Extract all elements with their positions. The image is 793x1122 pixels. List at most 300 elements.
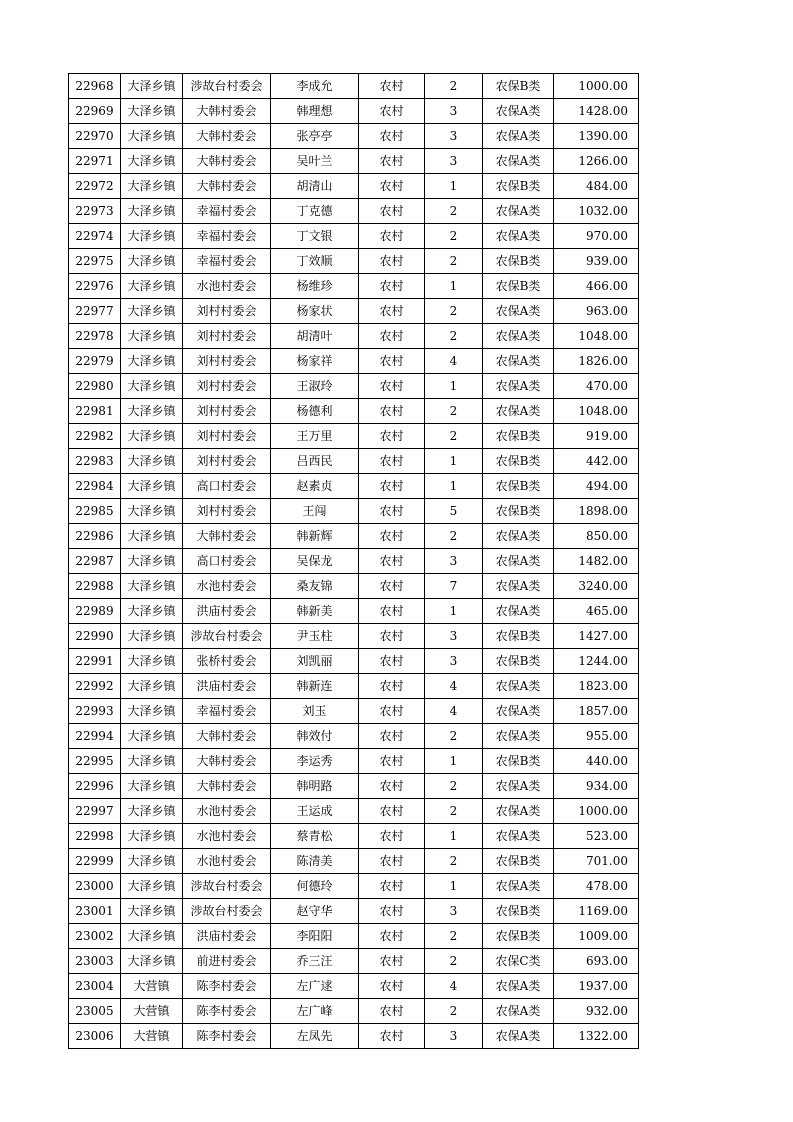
serial-cell: 22986 bbox=[69, 524, 121, 549]
category-cell: 农保A类 bbox=[483, 599, 554, 624]
area-cell: 农村 bbox=[359, 74, 425, 99]
name-cell: 韩新连 bbox=[271, 674, 359, 699]
table-row bbox=[69, 574, 639, 599]
category-cell: 农保B类 bbox=[483, 274, 554, 299]
serial-cell: 22977 bbox=[69, 299, 121, 324]
table-row bbox=[69, 299, 639, 324]
town-cell: 大泽乡镇 bbox=[121, 599, 183, 624]
household-size-cell: 2 bbox=[425, 524, 483, 549]
town-cell: 大泽乡镇 bbox=[121, 699, 183, 724]
category-cell: 农保C类 bbox=[483, 949, 554, 974]
serial-cell: 22996 bbox=[69, 774, 121, 799]
serial-cell: 22984 bbox=[69, 474, 121, 499]
village-cell: 刘村村委会 bbox=[183, 349, 271, 374]
category-cell: 农保B类 bbox=[483, 174, 554, 199]
table-row bbox=[69, 549, 639, 574]
name-cell: 韩理想 bbox=[271, 99, 359, 124]
town-cell: 大泽乡镇 bbox=[121, 174, 183, 199]
town-cell: 大泽乡镇 bbox=[121, 274, 183, 299]
category-cell: 农保A类 bbox=[483, 374, 554, 399]
table-row bbox=[69, 774, 639, 799]
category-cell: 农保A类 bbox=[483, 549, 554, 574]
town-cell: 大泽乡镇 bbox=[121, 799, 183, 824]
name-cell: 丁文银 bbox=[271, 224, 359, 249]
name-cell: 桑友锦 bbox=[271, 574, 359, 599]
serial-cell: 22969 bbox=[69, 99, 121, 124]
area-cell: 农村 bbox=[359, 799, 425, 824]
household-size-cell: 2 bbox=[425, 924, 483, 949]
amount-cell: 478.00 bbox=[554, 874, 639, 899]
table-row bbox=[69, 449, 639, 474]
town-cell: 大泽乡镇 bbox=[121, 674, 183, 699]
category-cell: 农保B类 bbox=[483, 474, 554, 499]
area-cell: 农村 bbox=[359, 599, 425, 624]
area-cell: 农村 bbox=[359, 624, 425, 649]
name-cell: 杨家状 bbox=[271, 299, 359, 324]
name-cell: 吴叶兰 bbox=[271, 149, 359, 174]
amount-cell: 1009.00 bbox=[554, 924, 639, 949]
name-cell: 胡清山 bbox=[271, 174, 359, 199]
town-cell: 大泽乡镇 bbox=[121, 499, 183, 524]
serial-cell: 22988 bbox=[69, 574, 121, 599]
serial-cell: 23006 bbox=[69, 1024, 121, 1049]
household-size-cell: 1 bbox=[425, 474, 483, 499]
area-cell: 农村 bbox=[359, 299, 425, 324]
serial-cell: 22993 bbox=[69, 699, 121, 724]
name-cell: 尹玉柱 bbox=[271, 624, 359, 649]
serial-cell: 22990 bbox=[69, 624, 121, 649]
amount-cell: 484.00 bbox=[554, 174, 639, 199]
name-cell: 王运成 bbox=[271, 799, 359, 824]
name-cell: 丁效顺 bbox=[271, 249, 359, 274]
serial-cell: 22971 bbox=[69, 149, 121, 174]
village-cell: 涉故台村委会 bbox=[183, 874, 271, 899]
area-cell: 农村 bbox=[359, 174, 425, 199]
household-size-cell: 2 bbox=[425, 399, 483, 424]
area-cell: 农村 bbox=[359, 674, 425, 699]
town-cell: 大泽乡镇 bbox=[121, 449, 183, 474]
table-row bbox=[69, 74, 639, 99]
area-cell: 农村 bbox=[359, 99, 425, 124]
category-cell: 农保A类 bbox=[483, 99, 554, 124]
table-row bbox=[69, 199, 639, 224]
village-cell: 陈李村委会 bbox=[183, 974, 271, 999]
town-cell: 大泽乡镇 bbox=[121, 349, 183, 374]
serial-cell: 22968 bbox=[69, 74, 121, 99]
household-size-cell: 2 bbox=[425, 999, 483, 1024]
town-cell: 大泽乡镇 bbox=[121, 549, 183, 574]
table-row bbox=[69, 499, 639, 524]
amount-cell: 1048.00 bbox=[554, 324, 639, 349]
town-cell: 大泽乡镇 bbox=[121, 849, 183, 874]
village-cell: 幸福村委会 bbox=[183, 199, 271, 224]
table-row bbox=[69, 674, 639, 699]
area-cell: 农村 bbox=[359, 999, 425, 1024]
table-row bbox=[69, 1024, 639, 1049]
village-cell: 高口村委会 bbox=[183, 549, 271, 574]
town-cell: 大泽乡镇 bbox=[121, 224, 183, 249]
area-cell: 农村 bbox=[359, 524, 425, 549]
area-cell: 农村 bbox=[359, 499, 425, 524]
amount-cell: 1823.00 bbox=[554, 674, 639, 699]
name-cell: 左广逑 bbox=[271, 974, 359, 999]
name-cell: 李成允 bbox=[271, 74, 359, 99]
town-cell: 大泽乡镇 bbox=[121, 899, 183, 924]
village-cell: 洪庙村委会 bbox=[183, 599, 271, 624]
area-cell: 农村 bbox=[359, 924, 425, 949]
village-cell: 涉故台村委会 bbox=[183, 624, 271, 649]
category-cell: 农保A类 bbox=[483, 299, 554, 324]
household-size-cell: 4 bbox=[425, 974, 483, 999]
village-cell: 大韩村委会 bbox=[183, 524, 271, 549]
name-cell: 赵素贞 bbox=[271, 474, 359, 499]
village-cell: 大韩村委会 bbox=[183, 149, 271, 174]
area-cell: 农村 bbox=[359, 774, 425, 799]
village-cell: 洪庙村委会 bbox=[183, 674, 271, 699]
table-row bbox=[69, 224, 639, 249]
name-cell: 王淑玲 bbox=[271, 374, 359, 399]
category-cell: 农保A类 bbox=[483, 1024, 554, 1049]
serial-cell: 22973 bbox=[69, 199, 121, 224]
name-cell: 李阳阳 bbox=[271, 924, 359, 949]
amount-cell: 919.00 bbox=[554, 424, 639, 449]
serial-cell: 22972 bbox=[69, 174, 121, 199]
amount-cell: 3240.00 bbox=[554, 574, 639, 599]
amount-cell: 440.00 bbox=[554, 749, 639, 774]
name-cell: 杨德利 bbox=[271, 399, 359, 424]
town-cell: 大营镇 bbox=[121, 1024, 183, 1049]
village-cell: 刘村村委会 bbox=[183, 299, 271, 324]
amount-cell: 955.00 bbox=[554, 724, 639, 749]
table-row bbox=[69, 374, 639, 399]
category-cell: 农保B类 bbox=[483, 449, 554, 474]
table-row bbox=[69, 274, 639, 299]
table-row bbox=[69, 824, 639, 849]
table-row bbox=[69, 174, 639, 199]
household-size-cell: 1 bbox=[425, 274, 483, 299]
household-size-cell: 1 bbox=[425, 374, 483, 399]
town-cell: 大泽乡镇 bbox=[121, 874, 183, 899]
name-cell: 蔡青松 bbox=[271, 824, 359, 849]
village-cell: 刘村村委会 bbox=[183, 399, 271, 424]
table-row bbox=[69, 99, 639, 124]
village-cell: 大韩村委会 bbox=[183, 774, 271, 799]
amount-cell: 1048.00 bbox=[554, 399, 639, 424]
category-cell: 农保B类 bbox=[483, 849, 554, 874]
village-cell: 幸福村委会 bbox=[183, 699, 271, 724]
amount-cell: 1937.00 bbox=[554, 974, 639, 999]
amount-cell: 1169.00 bbox=[554, 899, 639, 924]
table-row bbox=[69, 949, 639, 974]
town-cell: 大泽乡镇 bbox=[121, 824, 183, 849]
category-cell: 农保A类 bbox=[483, 574, 554, 599]
category-cell: 农保A类 bbox=[483, 124, 554, 149]
village-cell: 涉故台村委会 bbox=[183, 899, 271, 924]
village-cell: 水池村委会 bbox=[183, 824, 271, 849]
category-cell: 农保A类 bbox=[483, 874, 554, 899]
village-cell: 陈李村委会 bbox=[183, 1024, 271, 1049]
household-size-cell: 3 bbox=[425, 649, 483, 674]
village-cell: 水池村委会 bbox=[183, 799, 271, 824]
village-cell: 刘村村委会 bbox=[183, 449, 271, 474]
category-cell: 农保A类 bbox=[483, 699, 554, 724]
amount-cell: 494.00 bbox=[554, 474, 639, 499]
serial-cell: 23002 bbox=[69, 924, 121, 949]
town-cell: 大泽乡镇 bbox=[121, 199, 183, 224]
amount-cell: 1266.00 bbox=[554, 149, 639, 174]
name-cell: 韩明路 bbox=[271, 774, 359, 799]
area-cell: 农村 bbox=[359, 874, 425, 899]
amount-cell: 1428.00 bbox=[554, 99, 639, 124]
town-cell: 大泽乡镇 bbox=[121, 374, 183, 399]
name-cell: 韩新美 bbox=[271, 599, 359, 624]
name-cell: 左凤先 bbox=[271, 1024, 359, 1049]
village-cell: 陈李村委会 bbox=[183, 999, 271, 1024]
area-cell: 农村 bbox=[359, 574, 425, 599]
category-cell: 农保A类 bbox=[483, 224, 554, 249]
category-cell: 农保B类 bbox=[483, 624, 554, 649]
serial-cell: 22999 bbox=[69, 849, 121, 874]
category-cell: 农保A类 bbox=[483, 724, 554, 749]
town-cell: 大泽乡镇 bbox=[121, 149, 183, 174]
town-cell: 大泽乡镇 bbox=[121, 124, 183, 149]
amount-cell: 1000.00 bbox=[554, 799, 639, 824]
serial-cell: 22998 bbox=[69, 824, 121, 849]
serial-cell: 23005 bbox=[69, 999, 121, 1024]
category-cell: 农保A类 bbox=[483, 524, 554, 549]
household-size-cell: 3 bbox=[425, 124, 483, 149]
town-cell: 大泽乡镇 bbox=[121, 749, 183, 774]
household-size-cell: 3 bbox=[425, 624, 483, 649]
town-cell: 大泽乡镇 bbox=[121, 74, 183, 99]
name-cell: 王闯 bbox=[271, 499, 359, 524]
town-cell: 大泽乡镇 bbox=[121, 524, 183, 549]
household-size-cell: 3 bbox=[425, 99, 483, 124]
category-cell: 农保B类 bbox=[483, 499, 554, 524]
village-cell: 张桥村委会 bbox=[183, 649, 271, 674]
household-size-cell: 2 bbox=[425, 299, 483, 324]
household-size-cell: 2 bbox=[425, 249, 483, 274]
category-cell: 农保A类 bbox=[483, 149, 554, 174]
amount-cell: 850.00 bbox=[554, 524, 639, 549]
amount-cell: 523.00 bbox=[554, 824, 639, 849]
name-cell: 乔三汪 bbox=[271, 949, 359, 974]
area-cell: 农村 bbox=[359, 199, 425, 224]
serial-cell: 23004 bbox=[69, 974, 121, 999]
amount-cell: 1857.00 bbox=[554, 699, 639, 724]
table-row bbox=[69, 849, 639, 874]
amount-cell: 1826.00 bbox=[554, 349, 639, 374]
area-cell: 农村 bbox=[359, 449, 425, 474]
name-cell: 左广峰 bbox=[271, 999, 359, 1024]
serial-cell: 22985 bbox=[69, 499, 121, 524]
household-size-cell: 1 bbox=[425, 599, 483, 624]
table-row bbox=[69, 699, 639, 724]
amount-cell: 970.00 bbox=[554, 224, 639, 249]
household-size-cell: 3 bbox=[425, 1024, 483, 1049]
area-cell: 农村 bbox=[359, 724, 425, 749]
name-cell: 刘凯丽 bbox=[271, 649, 359, 674]
household-size-cell: 2 bbox=[425, 74, 483, 99]
table-row bbox=[69, 724, 639, 749]
town-cell: 大营镇 bbox=[121, 999, 183, 1024]
village-cell: 刘村村委会 bbox=[183, 374, 271, 399]
village-cell: 刘村村委会 bbox=[183, 424, 271, 449]
amount-cell: 1032.00 bbox=[554, 199, 639, 224]
household-size-cell: 2 bbox=[425, 949, 483, 974]
town-cell: 大泽乡镇 bbox=[121, 299, 183, 324]
serial-cell: 22983 bbox=[69, 449, 121, 474]
area-cell: 农村 bbox=[359, 249, 425, 274]
area-cell: 农村 bbox=[359, 699, 425, 724]
amount-cell: 932.00 bbox=[554, 999, 639, 1024]
village-cell: 大韩村委会 bbox=[183, 99, 271, 124]
area-cell: 农村 bbox=[359, 1024, 425, 1049]
household-size-cell: 7 bbox=[425, 574, 483, 599]
name-cell: 胡清叶 bbox=[271, 324, 359, 349]
serial-cell: 22978 bbox=[69, 324, 121, 349]
household-size-cell: 4 bbox=[425, 674, 483, 699]
category-cell: 农保A类 bbox=[483, 774, 554, 799]
name-cell: 张亭亭 bbox=[271, 124, 359, 149]
serial-cell: 22989 bbox=[69, 599, 121, 624]
category-cell: 农保A类 bbox=[483, 399, 554, 424]
town-cell: 大泽乡镇 bbox=[121, 924, 183, 949]
amount-cell: 466.00 bbox=[554, 274, 639, 299]
household-size-cell: 3 bbox=[425, 899, 483, 924]
area-cell: 农村 bbox=[359, 324, 425, 349]
area-cell: 农村 bbox=[359, 824, 425, 849]
table-row bbox=[69, 749, 639, 774]
table-row bbox=[69, 974, 639, 999]
area-cell: 农村 bbox=[359, 749, 425, 774]
table-row bbox=[69, 324, 639, 349]
name-cell: 杨维珍 bbox=[271, 274, 359, 299]
serial-cell: 22992 bbox=[69, 674, 121, 699]
town-cell: 大泽乡镇 bbox=[121, 99, 183, 124]
serial-cell: 22995 bbox=[69, 749, 121, 774]
household-size-cell: 1 bbox=[425, 174, 483, 199]
category-cell: 农保A类 bbox=[483, 824, 554, 849]
area-cell: 农村 bbox=[359, 374, 425, 399]
serial-cell: 22982 bbox=[69, 424, 121, 449]
name-cell: 吴保龙 bbox=[271, 549, 359, 574]
amount-cell: 963.00 bbox=[554, 299, 639, 324]
household-size-cell: 4 bbox=[425, 349, 483, 374]
serial-cell: 22979 bbox=[69, 349, 121, 374]
town-cell: 大泽乡镇 bbox=[121, 649, 183, 674]
amount-cell: 470.00 bbox=[554, 374, 639, 399]
table-row bbox=[69, 874, 639, 899]
category-cell: 农保B类 bbox=[483, 424, 554, 449]
amount-cell: 693.00 bbox=[554, 949, 639, 974]
household-size-cell: 2 bbox=[425, 724, 483, 749]
village-cell: 刘村村委会 bbox=[183, 499, 271, 524]
area-cell: 农村 bbox=[359, 274, 425, 299]
household-size-cell: 2 bbox=[425, 799, 483, 824]
household-size-cell: 3 bbox=[425, 149, 483, 174]
town-cell: 大泽乡镇 bbox=[121, 949, 183, 974]
town-cell: 大泽乡镇 bbox=[121, 474, 183, 499]
area-cell: 农村 bbox=[359, 649, 425, 674]
table-row bbox=[69, 924, 639, 949]
area-cell: 农村 bbox=[359, 549, 425, 574]
area-cell: 农村 bbox=[359, 349, 425, 374]
table-row bbox=[69, 424, 639, 449]
serial-cell: 23003 bbox=[69, 949, 121, 974]
table-row bbox=[69, 249, 639, 274]
table-row bbox=[69, 599, 639, 624]
table-row bbox=[69, 149, 639, 174]
category-cell: 农保B类 bbox=[483, 249, 554, 274]
category-cell: 农保B类 bbox=[483, 649, 554, 674]
serial-cell: 22970 bbox=[69, 124, 121, 149]
category-cell: 农保A类 bbox=[483, 799, 554, 824]
household-size-cell: 2 bbox=[425, 199, 483, 224]
town-cell: 大泽乡镇 bbox=[121, 324, 183, 349]
area-cell: 农村 bbox=[359, 974, 425, 999]
table-row bbox=[69, 799, 639, 824]
category-cell: 农保A类 bbox=[483, 199, 554, 224]
household-size-cell: 2 bbox=[425, 849, 483, 874]
table-row bbox=[69, 349, 639, 374]
table-row bbox=[69, 524, 639, 549]
village-cell: 幸福村委会 bbox=[183, 224, 271, 249]
area-cell: 农村 bbox=[359, 149, 425, 174]
serial-cell: 22976 bbox=[69, 274, 121, 299]
village-cell: 大韩村委会 bbox=[183, 124, 271, 149]
table-row bbox=[69, 899, 639, 924]
name-cell: 陈清美 bbox=[271, 849, 359, 874]
amount-cell: 1482.00 bbox=[554, 549, 639, 574]
category-cell: 农保A类 bbox=[483, 974, 554, 999]
table-row bbox=[69, 474, 639, 499]
amount-cell: 1427.00 bbox=[554, 624, 639, 649]
name-cell: 杨家祥 bbox=[271, 349, 359, 374]
table-row bbox=[69, 399, 639, 424]
village-cell: 水池村委会 bbox=[183, 574, 271, 599]
serial-cell: 22991 bbox=[69, 649, 121, 674]
relief-roster-table bbox=[68, 73, 639, 1049]
village-cell: 水池村委会 bbox=[183, 849, 271, 874]
area-cell: 农村 bbox=[359, 224, 425, 249]
household-size-cell: 1 bbox=[425, 824, 483, 849]
table-body bbox=[69, 74, 639, 1049]
household-size-cell: 4 bbox=[425, 699, 483, 724]
category-cell: 农保B类 bbox=[483, 74, 554, 99]
amount-cell: 465.00 bbox=[554, 599, 639, 624]
household-size-cell: 1 bbox=[425, 749, 483, 774]
village-cell: 大韩村委会 bbox=[183, 724, 271, 749]
town-cell: 大泽乡镇 bbox=[121, 574, 183, 599]
household-size-cell: 1 bbox=[425, 874, 483, 899]
table-row bbox=[69, 124, 639, 149]
amount-cell: 1322.00 bbox=[554, 1024, 639, 1049]
town-cell: 大泽乡镇 bbox=[121, 624, 183, 649]
name-cell: 王万里 bbox=[271, 424, 359, 449]
household-size-cell: 1 bbox=[425, 449, 483, 474]
town-cell: 大营镇 bbox=[121, 974, 183, 999]
table-row bbox=[69, 649, 639, 674]
area-cell: 农村 bbox=[359, 424, 425, 449]
amount-cell: 442.00 bbox=[554, 449, 639, 474]
village-cell: 刘村村委会 bbox=[183, 324, 271, 349]
category-cell: 农保A类 bbox=[483, 999, 554, 1024]
category-cell: 农保A类 bbox=[483, 349, 554, 374]
village-cell: 幸福村委会 bbox=[183, 249, 271, 274]
table-row bbox=[69, 999, 639, 1024]
name-cell: 何德玲 bbox=[271, 874, 359, 899]
